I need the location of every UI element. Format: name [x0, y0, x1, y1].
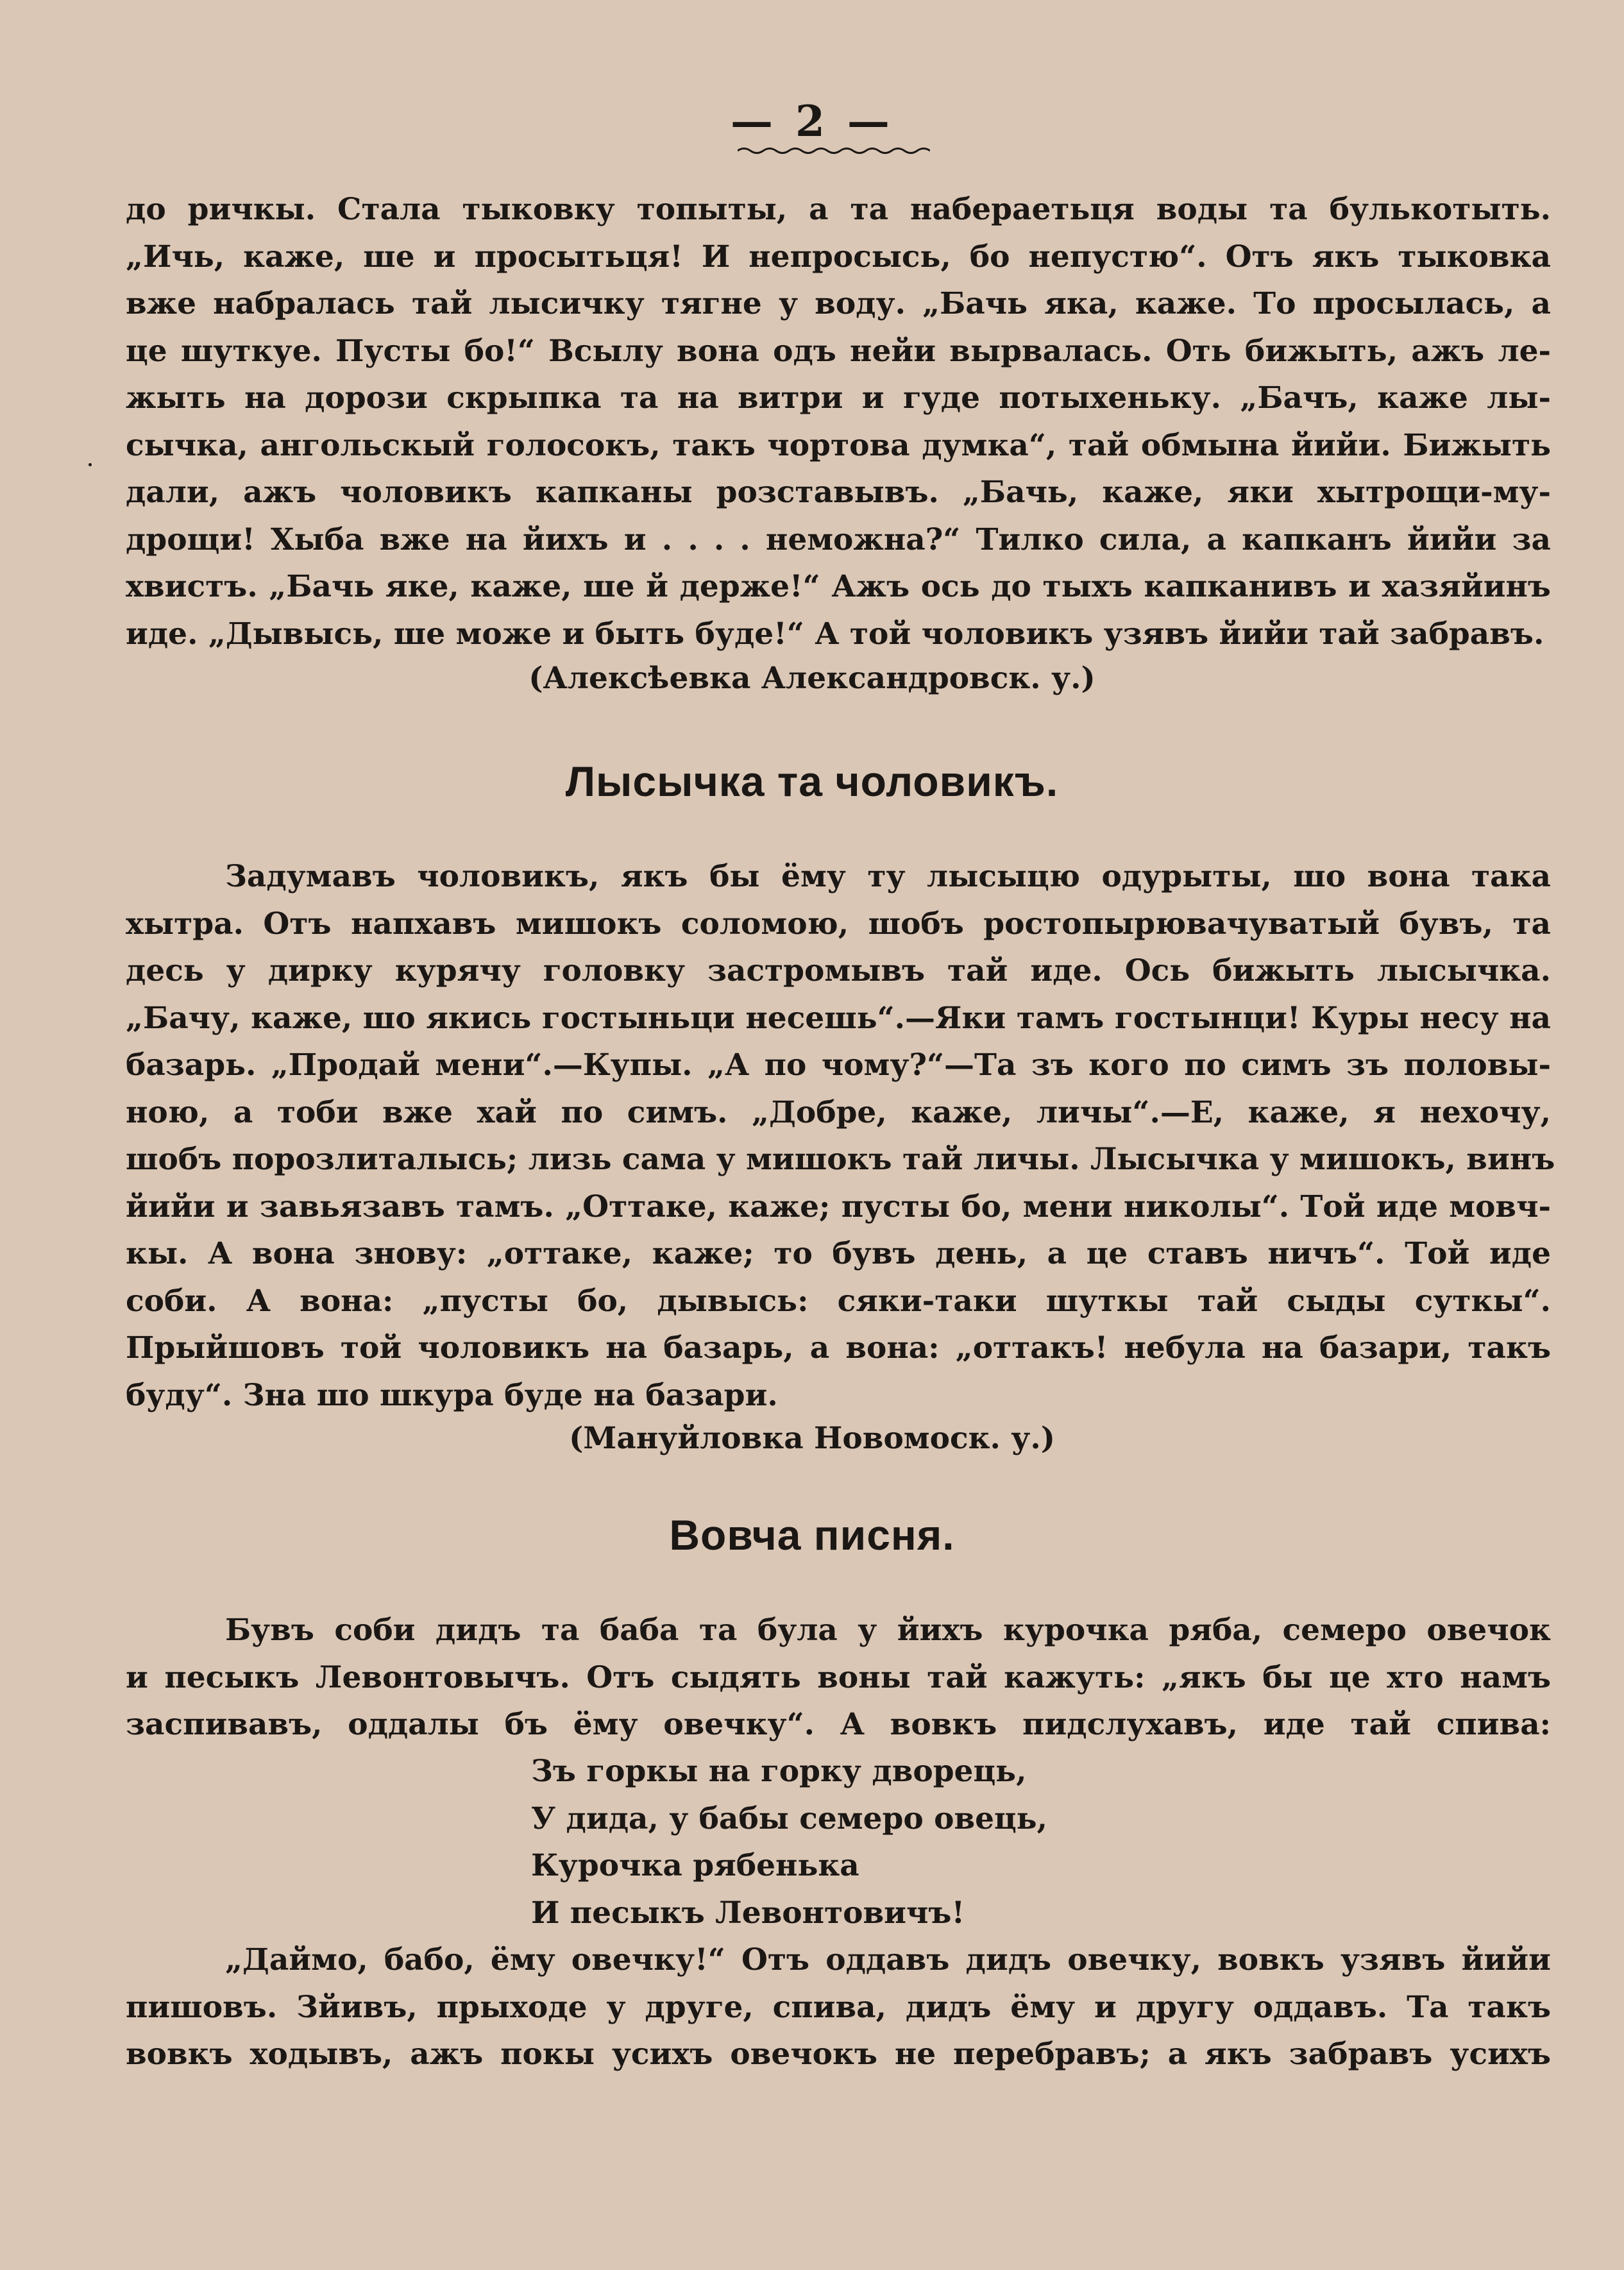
text-line: базарь. „Продай мени“.—Купы. „А по чому?“—Та зъ кого по симъ зъ половы-: [126, 1047, 1551, 1083]
text-line: вовкъ ходывъ, ажъ покы усихъ овечокъ не перебравъ; а якъ забравъ усихъ: [126, 2037, 1551, 2072]
verse-line: Курочка рябенька: [531, 1848, 859, 1883]
text-line: йийи и завьязавъ тамъ. „Оттаке, каже; пусты бо, мени николы“. Той иде мовч-: [126, 1189, 1551, 1224]
text-line: кы. А вона знову: „оттаке, каже; то бувъ день, а це ставъ ничъ“. Той иде: [126, 1236, 1551, 1271]
text-line: Бувъ соби дидъ та баба та була у йихъ курочка ряба, семеро овечок: [225, 1613, 1551, 1648]
verse-line: Зъ горкы на горку дворець,: [531, 1754, 1027, 1789]
verse-line: У дида, у бабы семеро овець,: [531, 1800, 1047, 1836]
story3-text: [126, 1607, 1551, 1749]
text-line: соби. А вона: „пусты бо, дывысь: сяки-таки шуткы тай сыды суткы“.: [126, 1283, 1551, 1319]
text-line: пишовъ. Зйивъ, прыходе у друге, спива, дидъ ёму и другу оддавъ. Та такъ: [126, 1989, 1551, 2025]
verse-line: И песыкъ Левонтовичъ!: [531, 1895, 965, 1931]
text-line: ною, а тоби вже хай по симъ. „Добре, каже, личы“.—Е, каже, я нехочу,: [126, 1094, 1551, 1130]
text-line: Прыйшовъ той чоловикъ на базарь, а вона: „оттакъ! небула на базари, такъ: [126, 1330, 1551, 1366]
text-line: „Бачу, каже, шо якись гостыньци несешь“.—Яки тамъ гостынци! Куры несу на: [126, 1000, 1551, 1036]
story2-title: Лысычка та чоловикъ.: [565, 758, 1059, 805]
text-line: Задумавъ чоловикъ, якъ бы ёму ту лысыцю одурыты, шо вона така: [225, 859, 1551, 894]
text-line: заспивавъ, оддалы бъ ёму овечку“. А вовкъ пидслухавъ, иде тай спива:: [126, 1707, 1551, 1742]
text-line: до ричкы. Стала тыковку топыты, а та набераетьця воды та булькотыть.: [126, 192, 1551, 227]
text-line: и песыкъ Левонтовычъ. Отъ сыдять воны тай кажуть: „якъ бы це хто намъ: [126, 1659, 1551, 1695]
text-line: хвистъ. „Бачь яке, каже, ше й держе!“ Ажъ ось до тыхъ капканивъ и хазяйинъ: [126, 569, 1551, 604]
margin-dot: [89, 463, 92, 466]
story2-source: (Мануйловка Новомоск. у.): [569, 1421, 1055, 1456]
text-line: дали, ажъ чоловикъ капканы розставывъ. „Бачь, каже, яки хытрощи-му-: [126, 475, 1551, 510]
story3-title: Вовча писня.: [669, 1511, 955, 1559]
page-number-ornament: [738, 146, 930, 155]
text-line: жыть на дорози скрыпка та на витри и гуде потыхеньку. „Бачъ, каже лы-: [126, 380, 1551, 416]
text-line: буду“. Зна шо шкура буде на базари.: [126, 1377, 778, 1413]
text-line: дрощи! Хыба вже на йихъ и . . . . неможна?“ Тилко сила, а капканъ йийи за: [126, 521, 1551, 557]
story3-text-continued: [126, 1936, 1551, 2078]
story2-text: [126, 853, 1555, 1419]
text-line: десь у дирку курячу головку застромывъ тай иде. Ось бижыть лысычка.: [126, 953, 1551, 988]
text-line: иде. „Дывысь, ше може и быть буде!“ А той чоловикъ узявъ йийи тай забравъ.: [126, 616, 1544, 652]
story1-text: [126, 186, 1551, 657]
text-line: хытра. Отъ напхавъ мишокъ соломою, шобъ ростопырювачуватый бувъ, та: [126, 906, 1551, 942]
story1-source: (Алексѣевка Александровск. у.): [529, 661, 1095, 696]
text-line: це шуткуе. Пусты бо!“ Всылу вона одъ нейи вырвалась. Оть бижыть, ажъ ле-: [126, 333, 1551, 369]
song-verse: [531, 1748, 1172, 1936]
text-line: вже набралась тай лысичку тягне у воду. „Бачь яка, каже. То просылась, а: [126, 286, 1551, 321]
page-number: — 2 —: [731, 96, 893, 146]
text-line: „Ичь, каже, ше и просытьця! И непросысь, бо непустю“. Отъ якъ тыковка: [126, 239, 1551, 275]
text-line: „Даймо, бабо, ёму овечку!“ Отъ оддавъ дидъ овечку, вовкъ узявъ йийи: [225, 1942, 1551, 1978]
text-line: шобъ порозлиталысь; лизь сама у мишокъ тай личы. Лысычка у мишокъ, винъ: [126, 1142, 1555, 1177]
text-line: сычка, ангольскый голосокъ, такъ чортова думка“, тай обмына йийи. Бижыть: [126, 427, 1551, 463]
